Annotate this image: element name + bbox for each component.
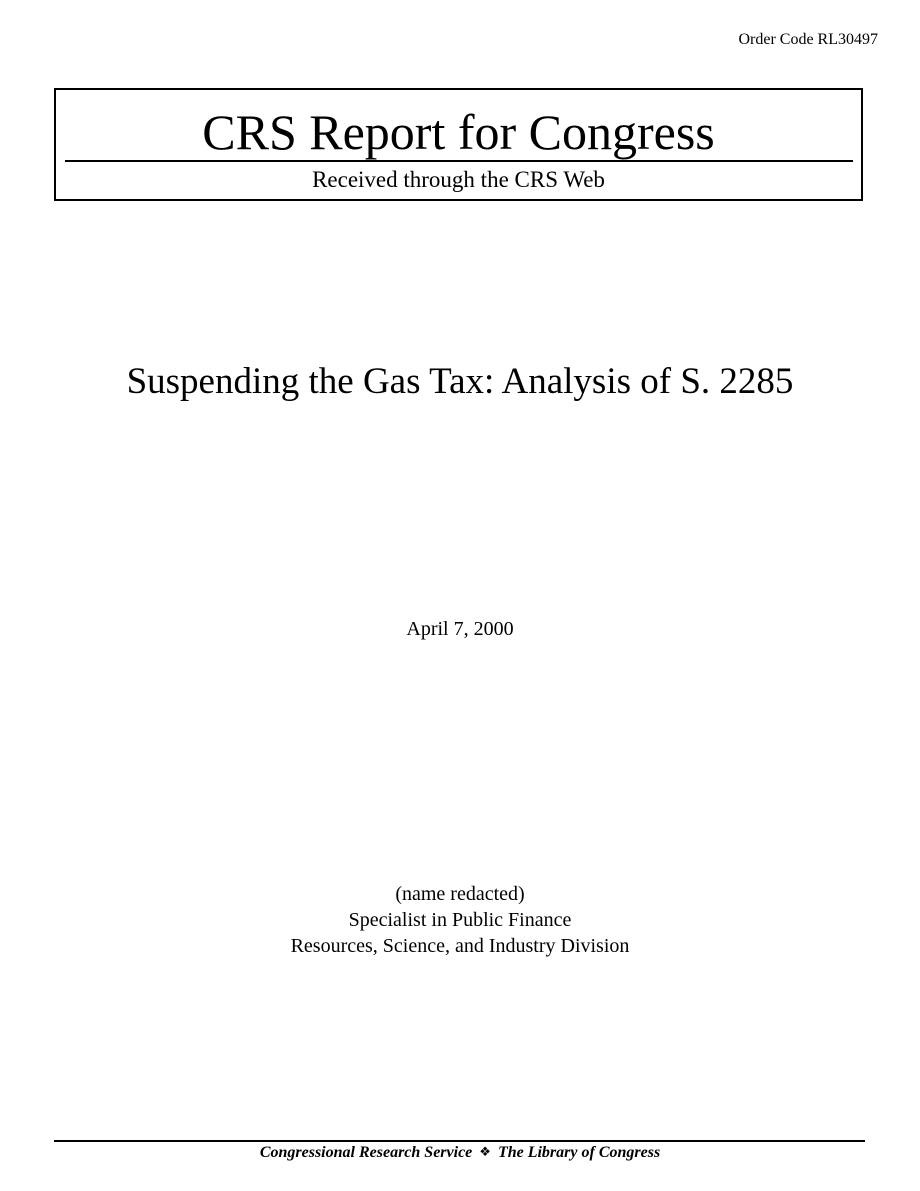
header-divider bbox=[65, 160, 853, 162]
author-position: Specialist in Public Finance bbox=[348, 909, 572, 931]
diamond-separator-icon: ❖ bbox=[479, 1145, 491, 1160]
author-block bbox=[0, 881, 920, 959]
header-title: CRS Report for Congress bbox=[202, 104, 715, 160]
footer-organization: Congressional Research Service bbox=[259, 1144, 473, 1161]
report-date: April 7, 2000 bbox=[406, 618, 514, 640]
footer bbox=[0, 1143, 920, 1164]
report-header-box bbox=[54, 88, 863, 201]
footer-library: The Library of Congress bbox=[497, 1144, 661, 1161]
report-title: Suspending the Gas Tax: Analysis of S. 2285 bbox=[126, 361, 794, 402]
footer-divider bbox=[54, 1140, 865, 1142]
author-name: (name redacted) bbox=[395, 883, 525, 905]
author-division: Resources, Science, and Industry Division bbox=[290, 935, 630, 957]
order-code: Order Code RL30497 bbox=[738, 31, 878, 48]
header-subtitle: Received through the CRS Web bbox=[312, 167, 605, 192]
